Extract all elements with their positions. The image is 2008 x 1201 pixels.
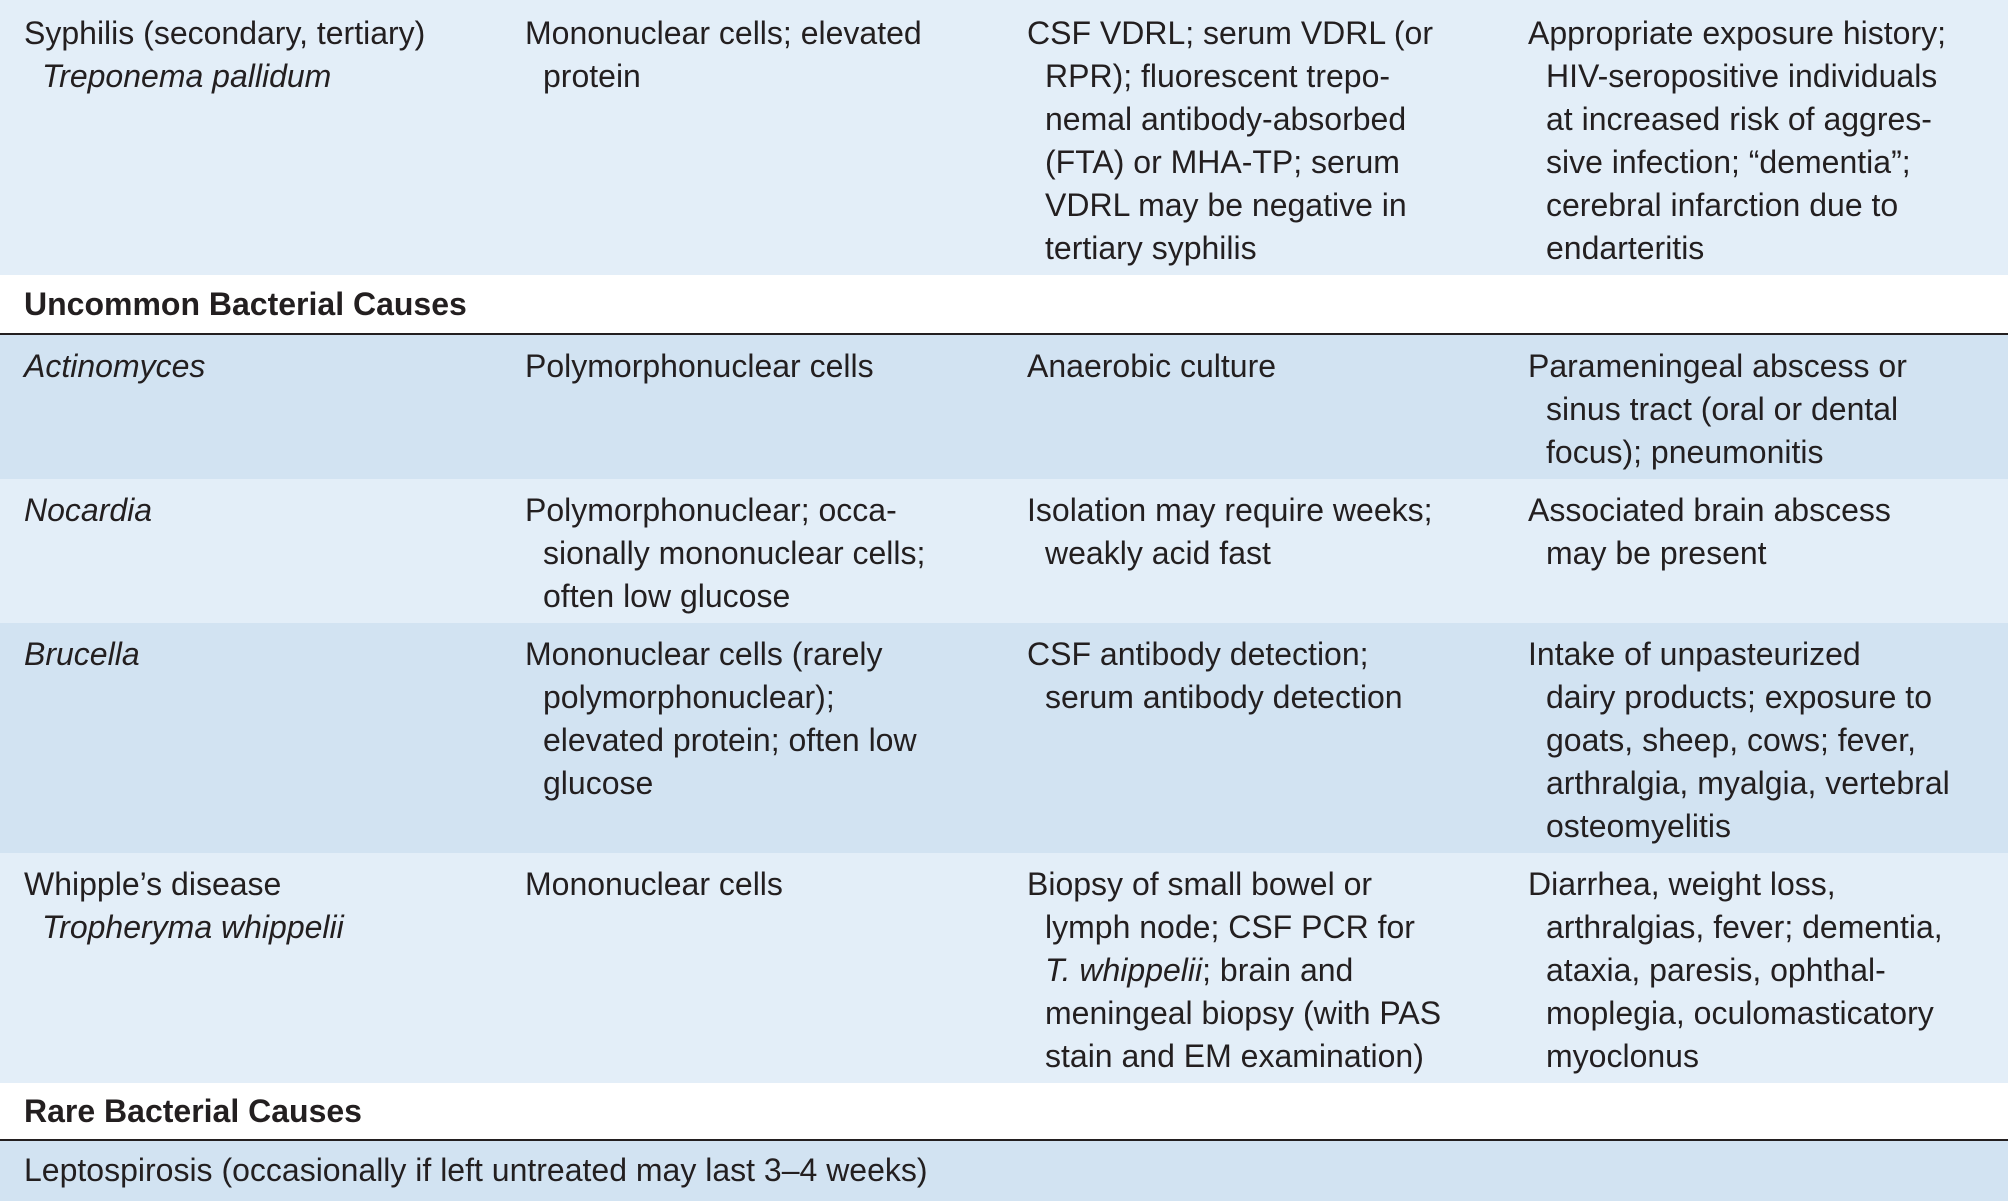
cell-line: glucose [543,765,654,801]
table-row-whipple [0,853,2008,1083]
cell-line: moplegia, oculomasticatory [1546,995,1934,1031]
csf-findings-cell [525,345,874,388]
cell-line: polymorphonuclear); [543,679,835,715]
cell-line: Brucella [24,636,140,672]
table-row-leptospirosis [0,1141,2008,1201]
cause-cell [24,12,425,98]
cell-line: Anaerobic culture [1027,348,1277,384]
table-row-actinomyces [0,335,2008,479]
cell-line: Biopsy of small bowel or [1027,866,1373,902]
diagnosis-cell [1027,863,1441,1078]
cell-line: Mononuclear cells (rarely [525,636,883,672]
csf-findings-cell [525,863,783,906]
cell-line: endarteritis [1546,230,1705,266]
cell-line: Appropriate exposure history; [1528,15,1946,51]
cell-line: CSF antibody detection; [1027,636,1369,672]
cell-line: Syphilis (secondary, tertiary) [24,15,426,51]
cell-line: ataxia, paresis, ophthal- [1546,952,1886,988]
cell-line: at increased risk of aggres- [1546,101,1932,137]
table-row-nocardia [0,479,2008,623]
cell-line: Mononuclear cells [525,866,783,902]
cell-line: sionally mononuclear cells; [543,535,926,571]
cell-line: Isolation may require weeks; [1027,492,1433,528]
comments-cell [1528,12,1946,270]
diagnosis-cell [1027,345,1276,388]
cell-line: Associated brain abscess [1528,492,1891,528]
csf-findings-cell [525,12,922,98]
cell-line: Intake of unpasteurized [1528,636,1861,672]
section-title: Uncommon Bacterial Causes [24,286,467,322]
cell-line: Mononuclear cells; elevated [525,15,922,51]
cell-line: (FTA) or MHA-TP; serum [1045,144,1400,180]
cell-line: serum antibody detection [1045,679,1403,715]
italic-term: T. whippelii [1045,952,1203,988]
section-header-uncommon [0,275,2008,335]
cell-line: Actinomyces [24,348,206,384]
cell-line: T. whippelii; brain and [1045,952,1354,988]
cell-line: Whipple’s disease [24,866,282,902]
cell-line: Nocardia [24,492,153,528]
cell-line: RPR); fluorescent trepo- [1045,58,1391,94]
cell-line: Polymorphonuclear; occa- [525,492,897,528]
cell-line: Parameningeal abscess or [1528,348,1907,384]
cause-cell [24,863,344,949]
cell-line: Tropheryma whippelii [42,909,344,945]
cell-line: nemal antibody-absorbed [1045,101,1407,137]
cause-cell [24,345,205,388]
cause-cell [24,1149,928,1192]
cell-line: lymph node; CSF PCR for [1045,909,1415,945]
cell-line: myoclonus [1546,1038,1699,1074]
cell-line: meningeal biopsy (with PAS [1045,995,1442,1031]
cell-line: VDRL may be negative in [1045,187,1407,223]
comments-cell [1528,345,1907,474]
csf-findings-cell [525,633,917,805]
diagnosis-cell [1027,489,1433,575]
cell-line: dairy products; exposure to [1546,679,1932,715]
section-title: Rare Bacterial Causes [24,1093,362,1129]
cell-line: HIV-seropositive individuals [1546,58,1938,94]
csf-findings-cell [525,489,925,618]
cell-line: goats, sheep, cows; fever, [1546,722,1916,758]
comments-cell [1528,489,1891,575]
table-row-syphilis [0,0,2008,275]
cell-line: focus); pneumonitis [1546,434,1824,470]
cell-line: may be present [1546,535,1767,571]
diagnosis-cell [1027,12,1433,270]
cell-line: sinus tract (oral or dental [1546,391,1899,427]
cell-line: Treponema pallidum [42,58,332,94]
cell-line: Polymorphonuclear cells [525,348,874,384]
table-row-brucella [0,623,2008,853]
section-header-rare [0,1083,2008,1141]
cell-line: Leptospirosis (occasionally if left untreated may last 3–4 weeks) [24,1152,928,1188]
cell-line: often low glucose [543,578,791,614]
cell-line: protein [543,58,641,94]
cell-line: CSF VDRL; serum VDRL (or [1027,15,1433,51]
cell-line: stain and EM examination) [1045,1038,1424,1074]
cell-line: tertiary syphilis [1045,230,1257,266]
cause-cell [24,489,152,532]
cell-line: arthralgias, fever; dementia, [1546,909,1943,945]
comments-cell [1528,633,1950,848]
cell-line: weakly acid fast [1045,535,1271,571]
comments-cell [1528,863,1943,1078]
cell-line: Diarrhea, weight loss, [1528,866,1836,902]
cell-line: cerebral infarction due to [1546,187,1899,223]
diagnosis-cell [1027,633,1403,719]
cell-line: arthralgia, myalgia, vertebral [1546,765,1950,801]
cell-line: elevated protein; often low [543,722,917,758]
cause-cell [24,633,140,676]
cell-line: sive infection; “dementia”; [1546,144,1911,180]
cell-line: osteomyelitis [1546,808,1731,844]
